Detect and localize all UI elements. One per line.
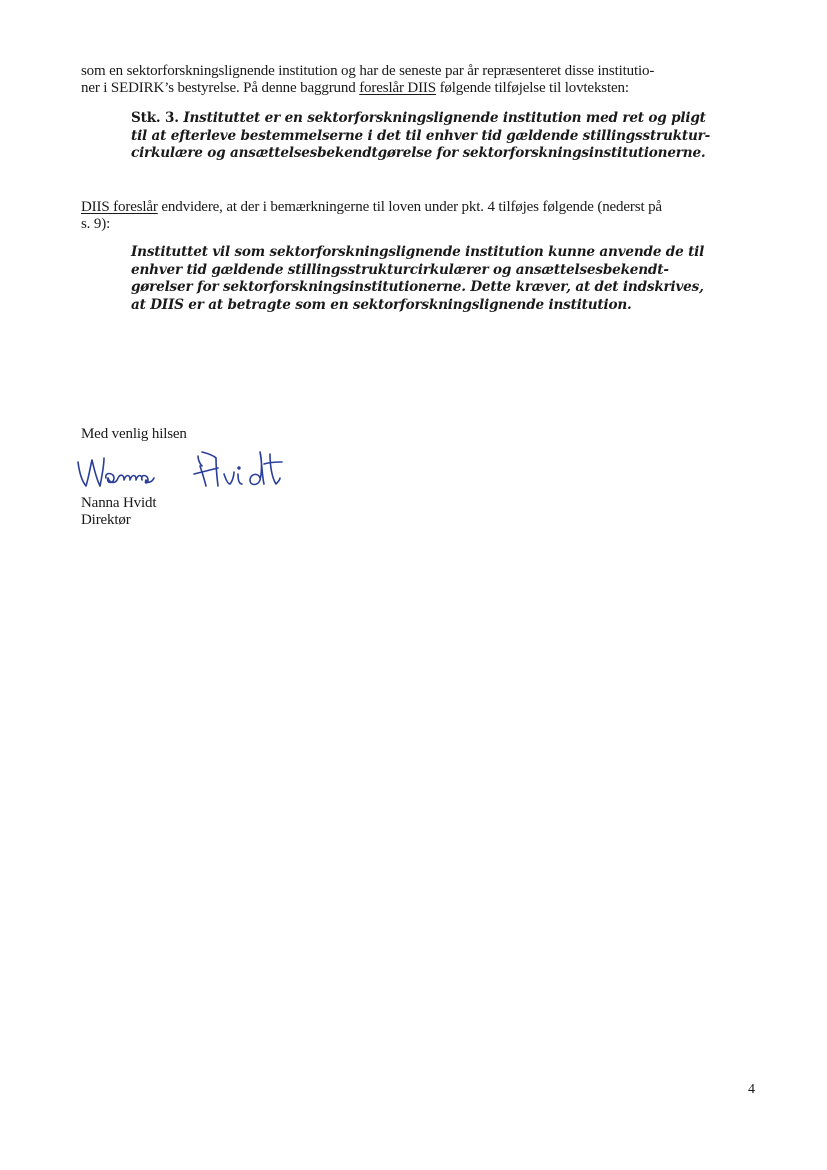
intro-underlined-text: foreslår DIIS xyxy=(359,80,436,96)
signature-image xyxy=(74,448,314,496)
intro-line-2-end: følgende tilføjelse til lovteksten: xyxy=(435,80,629,96)
quote2-line-2: enhver tid gældende stillingsstrukturcirkulærer og ansættelsesbekendt- xyxy=(131,261,669,278)
para2-line-1-rest: endvidere, at der i bemærkningerne til loven under pkt. 4 tilføjes følgende (nederst på xyxy=(157,199,662,215)
signer-name: Nanna Hvidt xyxy=(81,495,157,511)
para2-line-1 xyxy=(81,199,757,216)
intro-line-1: som en sektorforskningslignende institution og har de seneste par år repræsenteret disse institutio- xyxy=(81,63,655,79)
proposed-law-text xyxy=(131,110,757,163)
second-paragraph xyxy=(81,199,757,233)
closing-salutation: Med venlig hilsen xyxy=(81,426,187,442)
proposed-remarks-text xyxy=(131,244,757,314)
signer-title: Direktør xyxy=(81,512,131,528)
intro-line-2-start: ner i SEDIRK’s bestyrelse. På denne baggrund xyxy=(81,80,360,96)
intro-line-2 xyxy=(81,80,757,97)
para2-line-2: s. 9): xyxy=(81,216,111,232)
quote1-line-1-text: Instituttet er en sektorforskningslignende institution med ret og pligt xyxy=(183,110,706,126)
signer-block xyxy=(81,495,757,529)
para2-underlined-text: DIIS foreslår xyxy=(81,199,158,215)
quote2-line-1: Instituttet vil som sektorforskningslignende institution kunne anvende de til xyxy=(131,244,705,260)
stk-label: Stk. 3. xyxy=(131,110,179,126)
quote2-line-3: gørelser for sektorforskningsinstitutionerne. Dette kræver, at det indskrives, xyxy=(131,279,704,295)
page-number: 4 xyxy=(748,1082,755,1097)
intro-paragraph xyxy=(81,63,757,97)
quote1-line-1 xyxy=(131,110,757,128)
quote1-line-3: cirkulære og ansættelsesbekendtgørelse for sektorforskningsinstitutionerne. xyxy=(131,145,706,161)
quote2-line-4: at DIIS er at betragte som en sektorforskningslignende institution. xyxy=(131,296,632,313)
quote1-line-2: til at efterleve bestemmelserne i det til enhver tid gældende stillingsstruktur- xyxy=(131,127,711,144)
